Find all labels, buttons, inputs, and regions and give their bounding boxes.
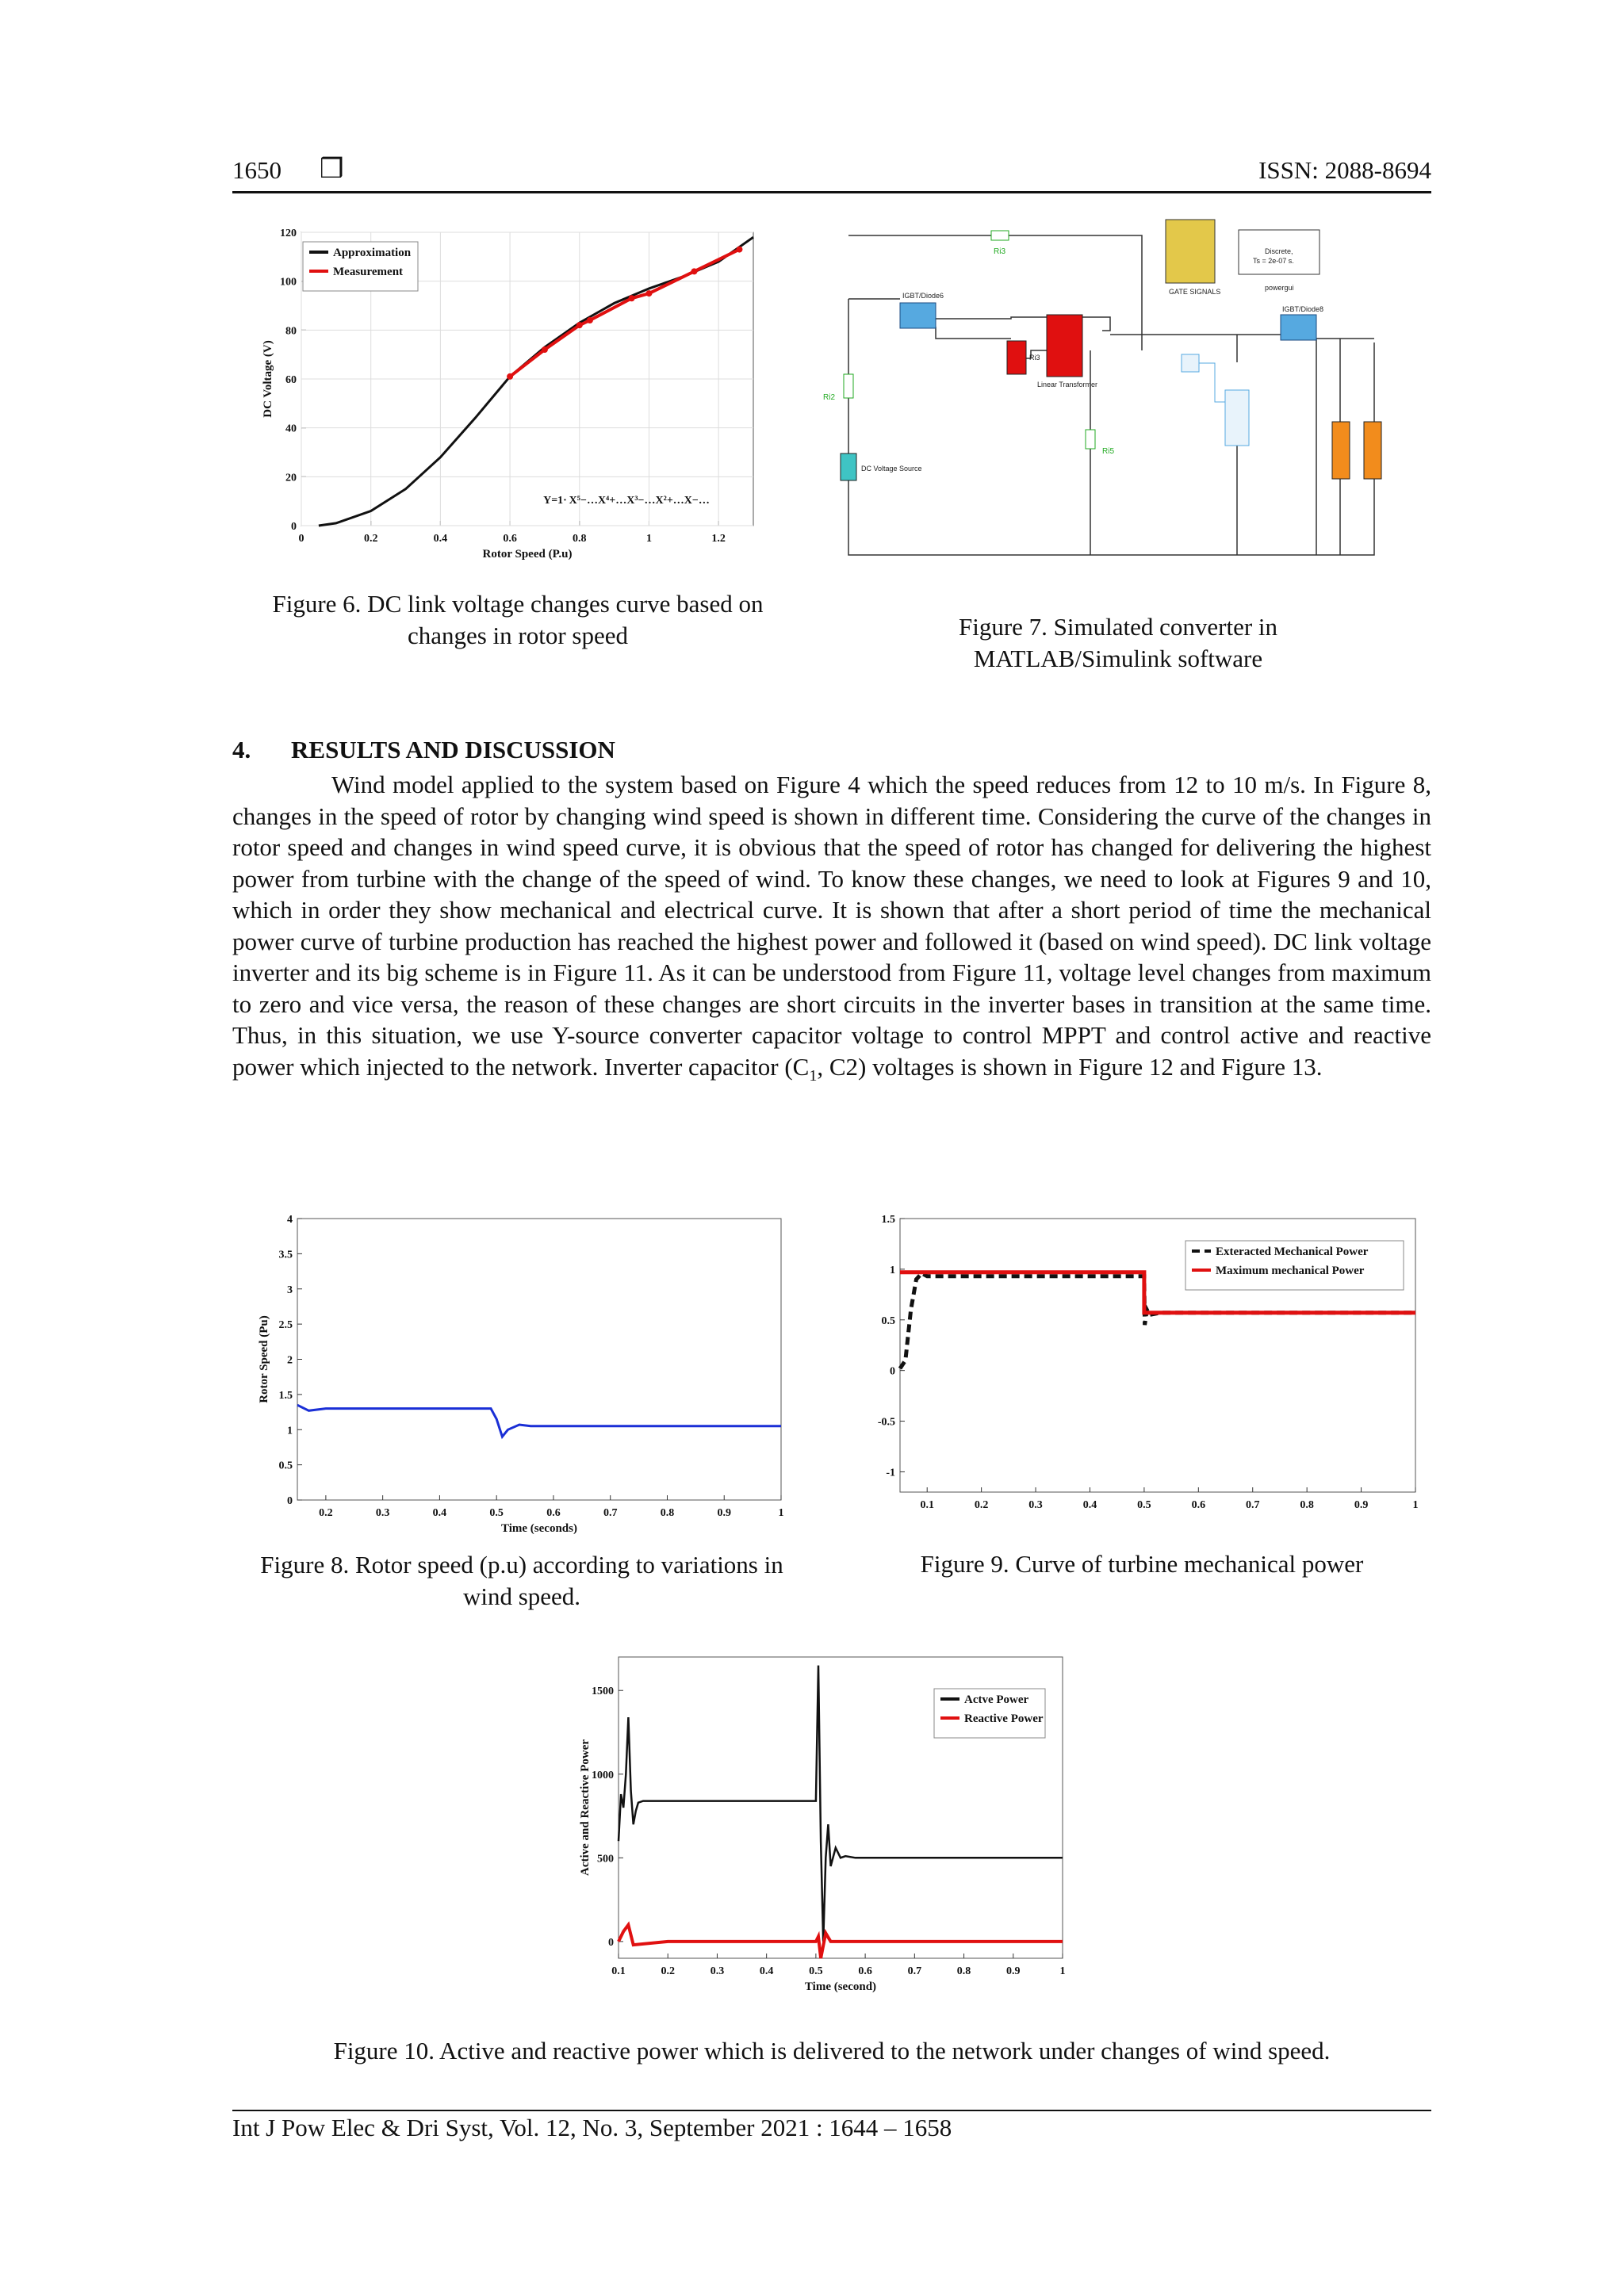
- paragraph-end: , C2) voltages is shown in Figure 12 and Figure 13.: [817, 1052, 1323, 1081]
- y-tick-label: 0: [291, 521, 297, 533]
- figure-10-caption: Figure 10. Active and reactive power which is delivered to the network under changes of wind speed.: [333, 2037, 1331, 2064]
- x-tick-label: 0.5: [489, 1507, 504, 1519]
- section-heading: [232, 736, 615, 764]
- y-tick-label: 3: [287, 1284, 293, 1296]
- x-tick-label: 0.8: [660, 1507, 675, 1519]
- body-paragraph: [232, 769, 1431, 1092]
- y-tick-label: 1.5: [278, 1389, 293, 1402]
- x-tick-label: 0.8: [1300, 1499, 1314, 1511]
- fig6-caption-line2: changes in rotor speed: [407, 622, 629, 649]
- fig7-caption-line2: MATLAB/Simulink software: [973, 645, 1263, 672]
- figure-9-caption: Figure 9. Curve of turbine mechanical power: [920, 1550, 1364, 1578]
- legend-label: Maximum mechanical Power: [1216, 1265, 1365, 1277]
- dc-voltage-source: [841, 453, 856, 480]
- label-ri5: Ri5: [1102, 447, 1115, 456]
- box-bullet-icon: ❒: [320, 155, 344, 184]
- y-tick-label: 0.5: [881, 1314, 895, 1327]
- chart-dc-voltage: [262, 224, 761, 561]
- x-tick-label: 1: [778, 1507, 784, 1519]
- x-tick-label: 0.2: [974, 1499, 989, 1511]
- linear-transformer: [1047, 315, 1082, 377]
- x-tick-label: 0.1: [611, 1965, 626, 1977]
- x-tick-label: 0.8: [956, 1965, 971, 1977]
- x-tick-label: 0.3: [375, 1507, 390, 1519]
- label-igbt2: IGBT/Diode8: [1282, 305, 1324, 313]
- y-tick-label: 4: [287, 1214, 293, 1226]
- chart-mechanical-power: [841, 1201, 1427, 1534]
- label-igbt1: IGBT/Diode6: [902, 292, 944, 300]
- chart-rotor-speed: [238, 1201, 793, 1534]
- x-tick-label: 0.1: [920, 1499, 934, 1511]
- x-tick-label: 0.2: [363, 533, 378, 545]
- x-tick-label: 0.4: [759, 1965, 774, 1977]
- data-point: [587, 317, 593, 323]
- paragraph-text: Wind model applied to the system based on Figure 4 which the speed reduces from 12 to 10 m/s. In Figure 8, changes in the speed of rotor by changing wind speed is shown in different time. Considering the curve of the changes in rotor speed and changes in wind speed curve, it is obvious that the speed of rotor has changed for delivering the highest power from turbine with the change of the speed of wind. To know these changes, we need to look at Figures 9 and 10, which in order they show mechanical and electrical curve. It is shown that after a short period of time the mechanical power curve of turbine production has reached the highest power and followed it (based on wind speed). DC link voltage inverter and its big scheme is in Figure 11. As it can be understood from Figure 11, voltage level changes from maximum to zero and vice versa, the reason of these changes are short circuits in the inverter bases in transition at the same time. Thus, in this situation, we use Y-source converter capacitor voltage to control MPPT and control active and reactive power which injected to the network. Inverter capacitor (C: [232, 771, 1431, 1081]
- section-number: 4.: [232, 736, 251, 763]
- x-tick-label: 0.2: [661, 1965, 675, 1977]
- igbt-block-1: [900, 303, 936, 328]
- x-tick-label: 0.7: [907, 1965, 922, 1977]
- fig8-caption-line1: Figure 8. Rotor speed (p.u) according to variations in: [260, 1551, 783, 1578]
- y-tick-label: 1000: [592, 1769, 614, 1781]
- x-tick-label: 0.4: [433, 533, 448, 545]
- footer-rule: [232, 2110, 1431, 2111]
- x-tick-label: 0.3: [710, 1965, 725, 1977]
- legend-label: Actve Power: [964, 1693, 1029, 1706]
- plot-area: [297, 1219, 781, 1500]
- legend-label: Approximation: [333, 247, 412, 259]
- x-tick-label: 0.6: [1191, 1499, 1206, 1511]
- x-tick-label: 0: [298, 533, 304, 545]
- y-tick-label: 60: [285, 374, 297, 386]
- section-title-text: RESULTS AND DISCUSSION: [291, 736, 615, 763]
- label-ts: Ts = 2e-07 s.: [1253, 257, 1294, 265]
- red-block-small: [1007, 341, 1026, 374]
- figure-8-caption: [232, 1549, 811, 1613]
- label-transformer: Linear Transformer: [1037, 381, 1098, 388]
- y-tick-label: 1500: [592, 1686, 614, 1698]
- data-point: [691, 268, 697, 274]
- y-tick-label: 80: [285, 325, 297, 338]
- y-tick-label: 3.5: [278, 1249, 293, 1261]
- x-tick-label: 0.5: [809, 1965, 823, 1977]
- equation-text: Y=1· X⁵−…X⁴+…X³−…X²+…X−…: [543, 495, 710, 507]
- x-tick-label: 0.8: [573, 533, 587, 545]
- fig6-caption-line1: Figure 6. DC link voltage changes curve based on: [272, 590, 764, 618]
- y-tick-label: 2.5: [278, 1319, 293, 1332]
- y-tick-label: 20: [285, 472, 297, 484]
- x-tick-label: 0.7: [603, 1507, 618, 1519]
- legend-label: Exteracted Mechanical Power: [1216, 1246, 1369, 1258]
- x-tick-label: 0.4: [432, 1507, 447, 1519]
- x-tick-label: 0.9: [1006, 1965, 1021, 1977]
- y-tick-label: 1.5: [881, 1214, 895, 1226]
- label-ri2: Ri2: [823, 393, 836, 402]
- y-tick-label: 0.5: [278, 1460, 293, 1472]
- legend-label: Measurement: [333, 266, 404, 278]
- figure-6: [262, 224, 761, 561]
- constant-block: [1182, 354, 1199, 372]
- x-axis-label: Time (seconds): [501, 1522, 577, 1535]
- data-point: [629, 295, 635, 301]
- y-tick-label: 120: [280, 228, 297, 239]
- page-number: 1650: [232, 156, 282, 184]
- simulink-diagram: [823, 224, 1380, 561]
- gate-signals-block: [1166, 220, 1215, 283]
- x-tick-label: 0.6: [503, 533, 517, 545]
- fig7-caption-line1: Figure 7. Simulated converter in: [958, 613, 1278, 641]
- y-tick-label: 0: [890, 1365, 895, 1378]
- load-block-2: [1364, 422, 1381, 479]
- header-rule: [232, 191, 1431, 193]
- y-tick-label: 1: [287, 1425, 293, 1437]
- switch-block: [1225, 390, 1249, 446]
- data-point: [576, 322, 583, 328]
- x-tick-label: 1: [1059, 1965, 1066, 1977]
- x-tick-label: 1: [1412, 1499, 1419, 1511]
- x-tick-label: 0.5: [1137, 1499, 1151, 1511]
- y-tick-label: 0: [287, 1495, 293, 1507]
- y-tick-label: 0: [608, 1936, 614, 1949]
- legend-label: Reactive Power: [964, 1712, 1044, 1725]
- x-axis-label: Time (second): [804, 1980, 877, 1993]
- figure-9: [841, 1201, 1427, 1534]
- x-tick-label: 1.2: [711, 533, 726, 545]
- y-tick-label: 100: [280, 276, 297, 289]
- data-point: [507, 373, 513, 380]
- x-tick-label: 0.6: [858, 1965, 872, 1977]
- y-tick-label: -1: [886, 1467, 895, 1479]
- data-point: [736, 247, 742, 253]
- figure-8: [238, 1201, 793, 1534]
- x-tick-label: 0.3: [1028, 1499, 1043, 1511]
- data-point: [645, 290, 652, 297]
- figure-6-caption: [232, 588, 803, 652]
- data-point: [542, 346, 548, 353]
- label-dc-source: DC Voltage Source: [861, 465, 922, 473]
- figure-10: [563, 1649, 1078, 2006]
- label-ri: Ri3: [1029, 354, 1040, 362]
- x-tick-label: 0.4: [1082, 1499, 1097, 1511]
- y-axis-label: Active and Reactive Power: [579, 1739, 592, 1877]
- chart-active-reactive-power: [563, 1649, 1078, 2006]
- y-tick-label: 1: [890, 1264, 895, 1276]
- y-tick-label: -0.5: [877, 1416, 895, 1429]
- label-ri3: Ri3: [994, 247, 1006, 256]
- label-powergui: powergui: [1265, 284, 1294, 292]
- x-tick-label: 0.2: [319, 1507, 333, 1519]
- y-tick-label: 40: [285, 423, 297, 435]
- x-tick-label: 0.9: [717, 1507, 731, 1519]
- y-axis-label: Rotor Speed (Pu): [258, 1315, 270, 1403]
- label-discrete: Discrete,: [1265, 247, 1293, 255]
- subscript-1: 1: [809, 1066, 818, 1085]
- figure-7-caption: [872, 611, 1364, 675]
- x-tick-label: 1: [645, 533, 652, 545]
- load-block-1: [1332, 422, 1350, 479]
- label-gate-signals: GATE SIGNALS: [1169, 288, 1221, 296]
- journal-footer: Int J Pow Elec & Dri Syst, Vol. 12, No. 3, September 2021 : 1644 – 1658: [232, 2114, 952, 2141]
- y-axis-label: DC Voltage (V): [262, 340, 274, 418]
- x-tick-label: 0.9: [1354, 1499, 1369, 1511]
- issn: ISSN: 2088-8694: [1258, 156, 1431, 184]
- y-tick-label: 2: [287, 1354, 293, 1367]
- figure-7: [823, 224, 1380, 561]
- igbt-block-2: [1281, 315, 1316, 340]
- fig8-caption-line2: wind speed.: [462, 1582, 581, 1610]
- y-tick-label: 500: [597, 1853, 614, 1866]
- x-tick-label: 0.6: [546, 1507, 561, 1519]
- x-axis-label: Rotor Speed (P.u): [482, 548, 573, 561]
- x-tick-label: 0.7: [1245, 1499, 1260, 1511]
